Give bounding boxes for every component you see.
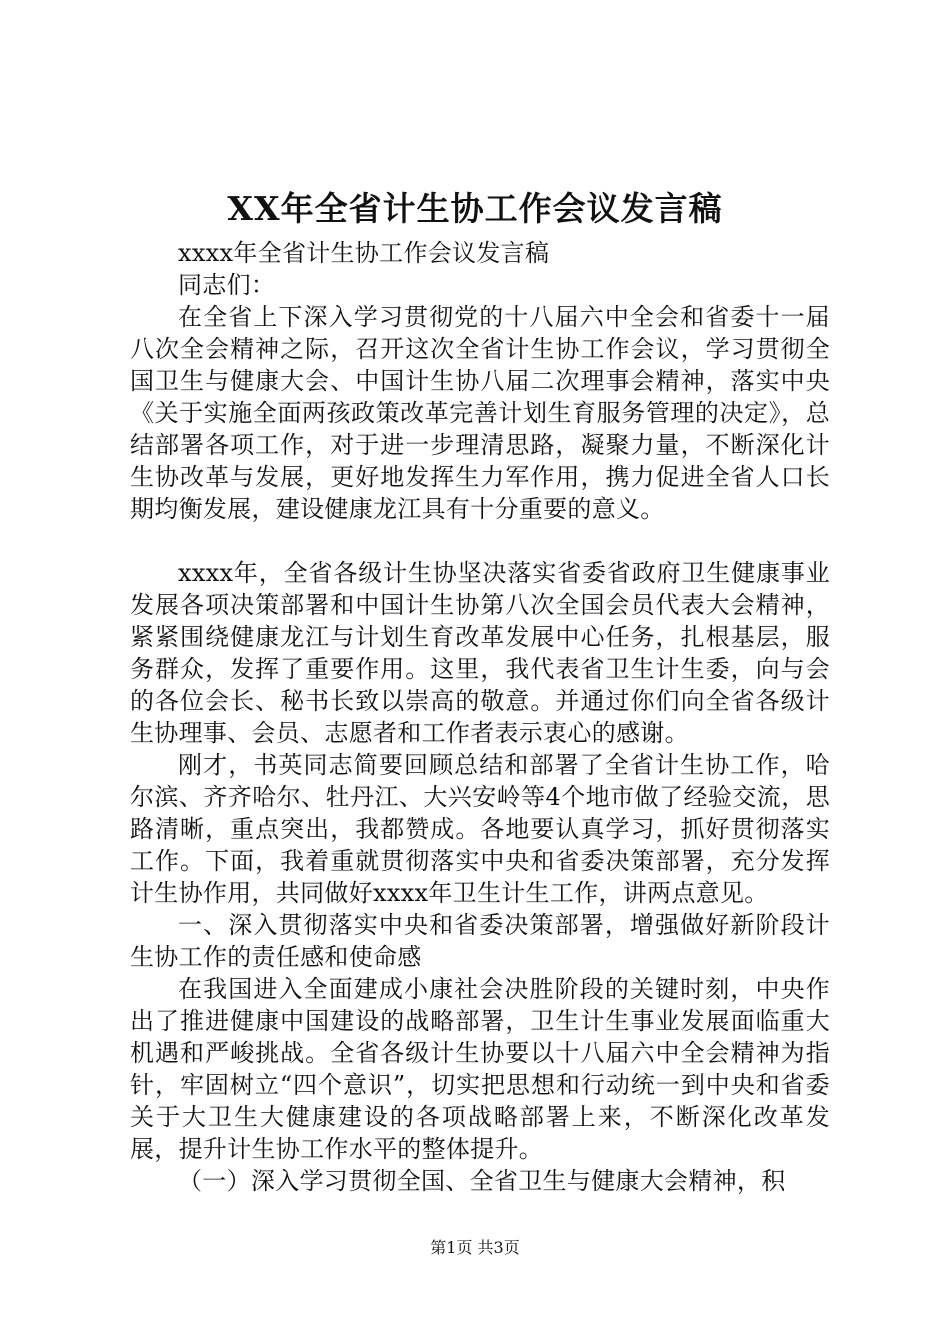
body-paragraph: 在全省上下深入学习贯彻党的十八届六中全会和省委十一届八次全会精神之际，召开这次全省计生协工作会议，学习贯彻全国卫生与健康大会、中国计生协八届二次理事会精神，落实中央《关于实施全面两孩政策改革完善计划生育服务管理的决定》，总结部署各项工作，对于进一步理清思路，凝聚力量，不断深化计生协改革与发展，更好地发挥生力军作用，携力促进全省人口长期均衡发展，建设健康龙江具有十分重要的意义。 xyxy=(130,303,830,523)
subsection-heading: （一）深入学习贯彻全国、全省卫生与健康大会精神，积 xyxy=(178,1167,786,1195)
section-heading: 一、深入贯彻落实中央和省委决策部署，增强做好新阶段计生协工作的责任感和使命感 xyxy=(130,911,830,971)
body-paragraph: 在我国进入全面建成小康社会决胜阶段的关键时刻，中央作出了推进健康中国建设的战略部署，卫生计生事业发展面临重大机遇和严峻挑战。全省各级计生协要以十八届六中全会精神为指针，牢固树立“四个意识”，切实把思想和行动统一到中央和省委关于大卫生大健康建设的各项战略部署上来，不断深化改革发展，提升计生协工作水平的整体提升。 xyxy=(130,975,830,1163)
body-paragraph: 刚才，书英同志简要回顾总结和部署了全省计生协工作，哈尔滨、齐齐哈尔、牡丹江、大兴安岭等4个地市做了经验交流，思路清晰，重点突出，我都赞成。各地要认真学习，抓好贯彻落实工作。下面，我着重就贯彻落实中央和省委决策部署，充分发挥计生协作用，共同做好xxxx年卫生计生工作，讲两点意见。 xyxy=(130,751,830,907)
salutation-paragraph: 同志们： xyxy=(178,271,276,299)
document-body xyxy=(130,237,830,1197)
body-paragraph: xxxx年，全省各级计生协坚决落实省委省政府卫生健康事业发展各项决策部署和中国计生协第八次全国会员代表大会精神，紧紧围绕健康龙江与计划生育改革发展中心任务，扎根基层，服务群众，发挥了重要作用。这里，我代表省卫生计生委，向与会的各位会长、秘书长致以崇高的敬意。并通过你们向全省各级计生协理事、会员、志愿者和工作者表示衷心的感谢。 xyxy=(130,559,830,747)
document-title: XX年全省计生协工作会议发言稿 xyxy=(227,189,723,228)
subtitle-paragraph: xxxx年全省计生协工作会议发言稿 xyxy=(178,239,550,267)
page-footer: 第1页 共3页 xyxy=(430,1238,520,1257)
